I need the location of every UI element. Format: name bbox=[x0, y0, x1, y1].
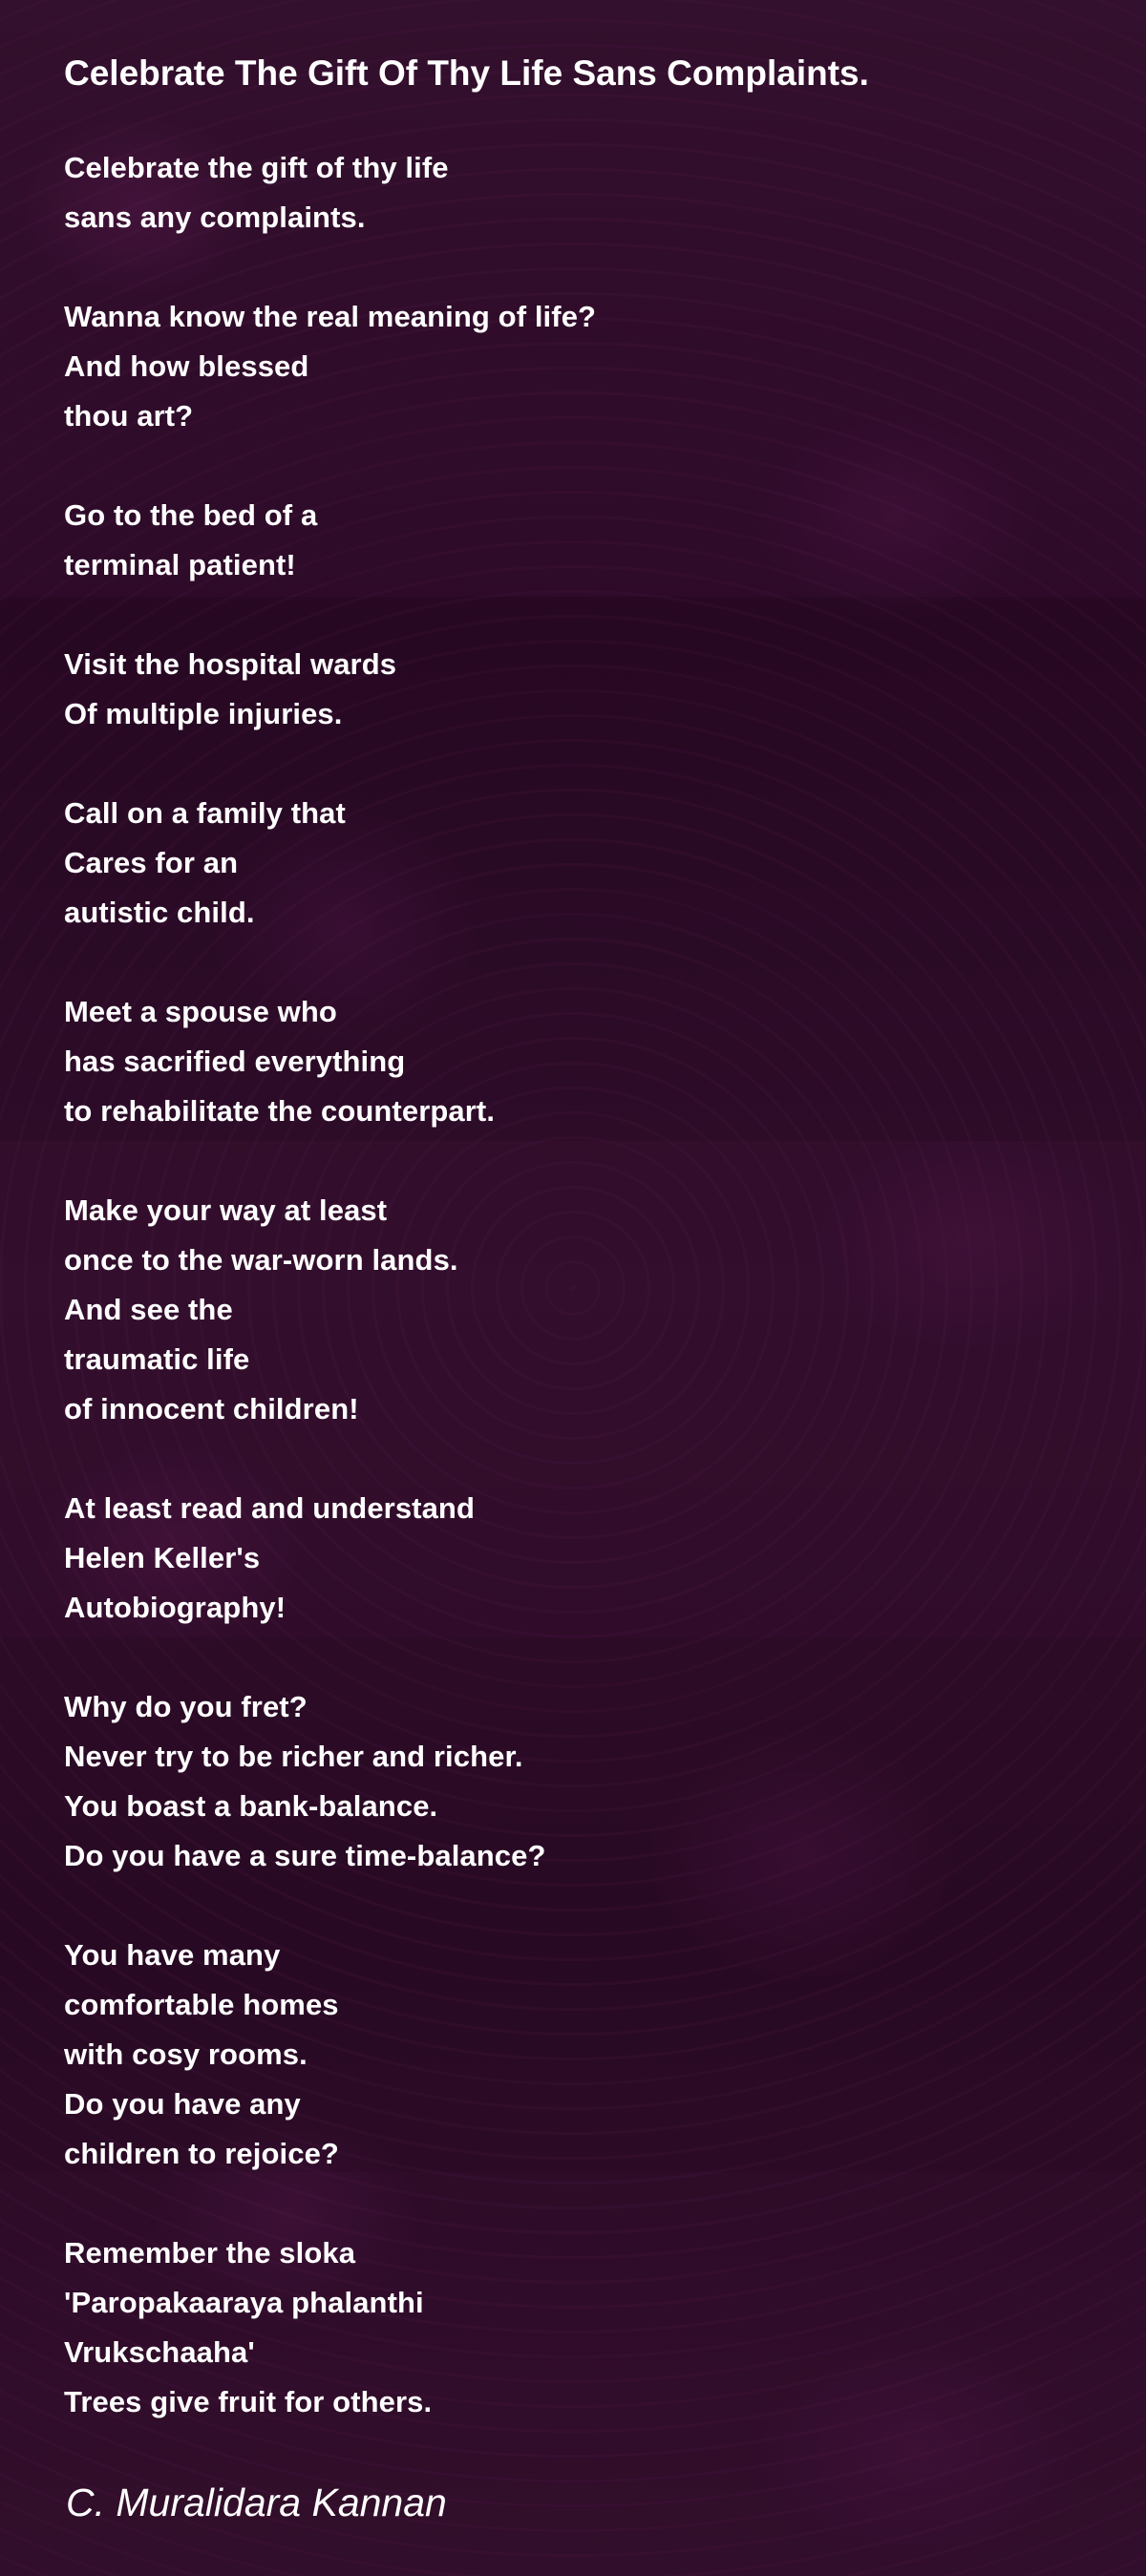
stanza-break bbox=[64, 1434, 596, 1484]
poem-line: You have many bbox=[64, 1938, 281, 1972]
poem-line: Celebrate the gift of thy life bbox=[64, 151, 449, 184]
poem-line: once to the war-worn lands. bbox=[64, 1243, 458, 1277]
stanza-break bbox=[64, 243, 596, 292]
poem-line: Vrukschaaha' bbox=[64, 2335, 255, 2369]
poem-line: And see the bbox=[64, 1293, 233, 1326]
stanza-break bbox=[64, 2179, 596, 2228]
poem-line: comfortable homes bbox=[64, 1988, 339, 2021]
poem-line: Helen Keller's bbox=[64, 1541, 261, 1574]
stanza-break bbox=[64, 739, 596, 789]
poem-line: Autobiography! bbox=[64, 1591, 286, 1624]
poem-line: Go to the bed of a bbox=[64, 498, 318, 532]
poem-line: to rehabilitate the counterpart. bbox=[64, 1094, 496, 1128]
poem-line: Do you have any bbox=[64, 2087, 301, 2121]
poem-title: Celebrate The Gift Of Thy Life Sans Complaints. bbox=[64, 53, 869, 93]
poem-line: of innocent children! bbox=[64, 1392, 359, 1425]
stanza-break bbox=[64, 590, 596, 640]
poem-line: autistic child. bbox=[64, 896, 255, 929]
poem-line: children to rejoice? bbox=[64, 2137, 339, 2170]
poem-line: Make your way at least bbox=[64, 1193, 388, 1227]
poem-line: terminal patient! bbox=[64, 548, 296, 581]
poem-line: 'Paropakaaraya phalanthi bbox=[64, 2286, 424, 2319]
poem-line: Wanna know the real meaning of life? bbox=[64, 300, 597, 333]
poem-line: At least read and understand bbox=[64, 1491, 476, 1525]
poem-line: Trees give fruit for others. bbox=[64, 2385, 433, 2418]
poem-line: Call on a family that bbox=[64, 796, 346, 830]
stanza-break bbox=[64, 1881, 596, 1931]
poem-line: sans any complaints. bbox=[64, 201, 366, 234]
poem-line: Remember the sloka bbox=[64, 2236, 356, 2270]
stanza-break bbox=[64, 1136, 596, 1186]
poem-line: Cares for an bbox=[64, 846, 239, 879]
stanza-break bbox=[64, 1633, 596, 1682]
stanza-break bbox=[64, 441, 596, 491]
poem-author: C. Muralidara Kannan bbox=[66, 2481, 447, 2524]
poem-line: Never try to be richer and richer. bbox=[64, 1740, 523, 1773]
poem-line: thou art? bbox=[64, 399, 194, 433]
poem-line: Meet a spouse who bbox=[64, 995, 337, 1028]
poem-line: You boast a bank-balance. bbox=[64, 1789, 438, 1823]
poem-line: with cosy rooms. bbox=[64, 2038, 308, 2071]
poem-line: Of multiple injuries. bbox=[64, 697, 343, 730]
poem-body bbox=[64, 143, 596, 2427]
poem-line: And how blessed bbox=[64, 349, 309, 383]
poem-line: traumatic life bbox=[64, 1342, 250, 1376]
poem-line: Visit the hospital wards bbox=[64, 647, 397, 681]
stanza-break bbox=[64, 938, 596, 987]
poem-line: Do you have a sure time-balance? bbox=[64, 1839, 546, 1872]
poem-line: has sacrified everything bbox=[64, 1045, 406, 1078]
poem-line: Why do you fret? bbox=[64, 1690, 308, 1723]
